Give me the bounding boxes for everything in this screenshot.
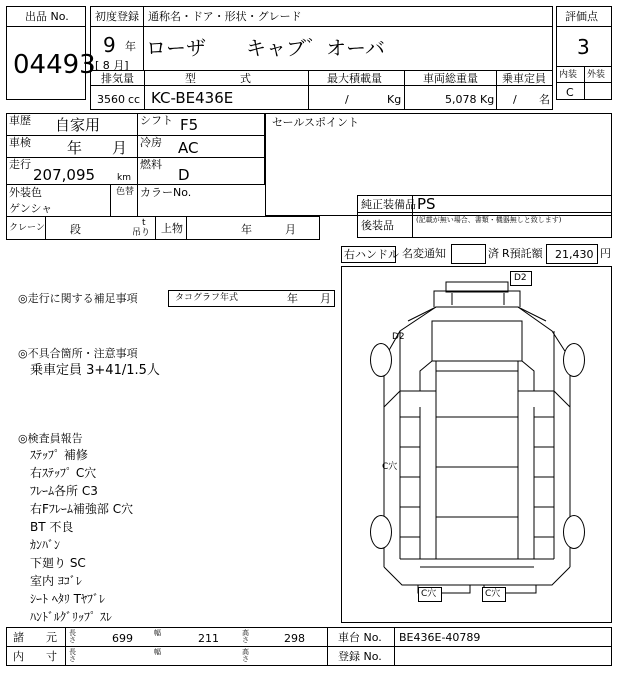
- aftermarket-label: 後装品: [361, 219, 394, 232]
- mileage-cell: [6, 157, 138, 185]
- lot-number: 04493: [13, 50, 96, 80]
- color-no-label: 色替: [116, 187, 135, 197]
- model-code-cell: [144, 85, 309, 110]
- report-line: 下廻り SC: [30, 556, 86, 570]
- fuel-value: D: [178, 166, 190, 184]
- history-value: 自家用: [55, 116, 101, 134]
- ac-value: AC: [178, 139, 199, 157]
- length-label: 長さ: [69, 629, 76, 644]
- interior-grade-cell: [556, 82, 585, 100]
- mark-rear-right: [482, 587, 506, 602]
- chassis-value: BE436E-40789: [399, 631, 481, 644]
- grade-value: 3: [577, 35, 590, 59]
- capacity-value: /: [513, 93, 517, 106]
- lift-cell: [186, 216, 320, 240]
- model-name: ローザ キャブ゛オーバ: [146, 36, 385, 60]
- lift-value: 年 月: [241, 223, 296, 236]
- r-deposit-box: [546, 244, 598, 264]
- mileage-value: 207,095: [33, 166, 96, 184]
- mark-top: [510, 271, 532, 286]
- r-deposit-label: R預託額: [502, 247, 543, 260]
- dimensions-cell: [65, 627, 328, 647]
- crane-cell: [45, 216, 156, 240]
- front-right-wheel-icon: [563, 343, 585, 377]
- maxload-label-cell: [308, 70, 405, 86]
- ac-cell: [137, 135, 265, 158]
- capacity-unit: 名: [539, 93, 550, 106]
- chassis-label-cell: [327, 627, 395, 647]
- chassis-cell: [394, 627, 612, 647]
- capacity-cell: [496, 85, 553, 110]
- gvw-cell: [404, 85, 497, 110]
- model-name-cell: [143, 26, 553, 71]
- displacement-label: 排気量: [101, 72, 134, 85]
- type-label: 型 式: [185, 72, 251, 85]
- color-label: 外装色: [9, 186, 42, 199]
- maxload-unit: Kg: [387, 93, 402, 106]
- inspection-value: 年 月: [67, 139, 128, 157]
- mileage-label: 走行: [9, 158, 31, 171]
- r-deposit-unit: 円: [600, 247, 611, 260]
- year-cell: [90, 26, 144, 71]
- interior-length-label: 長さ: [69, 648, 76, 663]
- crane-hoist: 吊り: [132, 228, 151, 238]
- reg-label: 登録 No.: [338, 650, 382, 663]
- interior-height-label: 高さ: [242, 648, 249, 663]
- lot-number-cell: [6, 26, 96, 100]
- history-label: 車歴: [9, 114, 31, 127]
- shift-label: シフト: [140, 114, 173, 127]
- capacity-label-cell: [496, 70, 553, 86]
- tachograph-value: 年 月: [287, 292, 331, 305]
- displacement-label-cell: [90, 70, 145, 86]
- exterior-grade-cell: [584, 82, 612, 100]
- maxload-value: /: [345, 93, 349, 106]
- aftermarket-note: (記載が無い場合、書類・機器無しと致します): [416, 216, 562, 224]
- gvw-value: 5,078: [445, 93, 477, 106]
- driving-notes-title: ◎走行に関する補足事項: [18, 292, 138, 305]
- first-reg-label: 初度登録: [95, 10, 139, 23]
- fuel-label: 燃料: [140, 158, 162, 171]
- standard-equip-label-cell: [357, 195, 416, 213]
- misc-label-cell: [6, 627, 66, 647]
- model-label: 通称名・ドア・形状・グレード: [148, 10, 302, 23]
- first-reg-month: [ 8 月]: [95, 59, 129, 72]
- reg-label-cell: [327, 646, 395, 666]
- first-reg-label-cell: [90, 6, 144, 27]
- width-label: 幅: [154, 629, 161, 637]
- standard-equip-cell: [412, 195, 612, 213]
- lift-label-cell: [155, 216, 187, 240]
- interior-dims-label: 内 寸: [13, 650, 57, 663]
- report-line: ｶﾝﾊﾞﾝ: [30, 538, 61, 552]
- grade-label: 評価点: [565, 10, 598, 23]
- grade-label-cell: [556, 6, 612, 27]
- color-code-label: カラーNo.: [140, 186, 192, 199]
- tachograph-label: タコグラフ年式: [175, 293, 239, 303]
- standard-equip-label: 純正装備品: [361, 198, 416, 211]
- rear-right-wheel-icon: [563, 515, 585, 549]
- vehicle-diagram: [341, 266, 612, 623]
- year-unit: 年: [125, 40, 136, 53]
- color-no-cell: [110, 184, 138, 217]
- color-code-cell: [137, 184, 266, 217]
- height-label: 高さ: [242, 629, 249, 644]
- interior-label-cell: [556, 66, 585, 83]
- shift-cell: [137, 113, 265, 136]
- mark-side: C穴: [382, 462, 398, 472]
- recycle-status: 済: [488, 247, 499, 260]
- lot-label-cell: [6, 6, 86, 27]
- name-change-label: 名変通知: [402, 247, 446, 260]
- crane-label: クレーン: [9, 223, 45, 233]
- name-change-box: [451, 244, 486, 264]
- report-line: BT 不良: [30, 520, 74, 534]
- gvw-label: 車両総重量: [423, 72, 478, 85]
- report-line: ﾊﾝﾄﾞﾙｸﾞﾘｯﾌﾟ ｽﾚ: [30, 610, 112, 624]
- interior-width-label: 幅: [154, 648, 161, 656]
- report-line: ﾌﾚｰﾑ各所 C3: [30, 484, 98, 498]
- interior-dims-cell: [65, 646, 328, 666]
- displacement-unit: cc: [128, 93, 141, 106]
- gvw-unit: Kg: [480, 93, 495, 106]
- crane-value: 段: [70, 223, 81, 236]
- mileage-unit: km: [117, 173, 131, 183]
- grade-cell: [556, 26, 612, 67]
- inspection-cell: [6, 135, 138, 158]
- inspector-report-title: ◎検査員報告: [18, 432, 83, 445]
- standard-equip-value: PS: [417, 195, 436, 213]
- crane-label-cell: [6, 216, 46, 240]
- mark-top-text: D2: [514, 273, 527, 283]
- type-label-cell: [144, 70, 309, 86]
- capacity-label: 乗車定員: [502, 72, 546, 85]
- lift-label: 上物: [161, 222, 183, 235]
- report-line: ｽﾃｯﾌﾟ 補修: [30, 448, 88, 462]
- rhd-label: 右ハンドル: [344, 248, 399, 261]
- reg-cell: [394, 646, 612, 666]
- maxload-cell: [308, 85, 405, 110]
- r-deposit-value: 21,430: [555, 248, 594, 261]
- report-line: ｼｰﾄ ﾍﾀﾘ Tﾔﾌﾞﾚ: [30, 592, 105, 606]
- crane-tons: t: [142, 218, 146, 228]
- defect-text: 乗車定員 3+41/1.5人: [30, 363, 160, 378]
- mark-rear-left: [418, 587, 442, 602]
- misc-label: 諸 元: [13, 631, 57, 644]
- rear-left-wheel-icon: [370, 515, 392, 549]
- gvw-label-cell: [404, 70, 497, 86]
- lot-label: 出品 No.: [25, 10, 69, 23]
- width-value: 211: [198, 632, 219, 645]
- interior-grade: C: [566, 86, 574, 99]
- bus-outline: [342, 267, 613, 624]
- history-cell: [6, 113, 138, 136]
- report-line: 右ｽﾃｯﾌﾟ C穴: [30, 466, 97, 480]
- length-value: 699: [112, 632, 133, 645]
- front-left-wheel-icon: [370, 343, 392, 377]
- interior-label: 内装: [559, 70, 578, 80]
- height-value: 298: [284, 632, 305, 645]
- aftermarket-label-cell: [357, 212, 413, 238]
- shift-value: F5: [180, 116, 199, 134]
- displacement-cell: [90, 85, 145, 110]
- rhd-cell: [341, 246, 399, 263]
- displacement-value: 3560: [97, 93, 125, 106]
- aftermarket-cell: [412, 212, 612, 238]
- model-code: KC-BE436E: [151, 89, 234, 107]
- defect-notes-title: ◎不具合箇所・注意事項: [18, 347, 138, 360]
- chassis-label: 車台 No.: [338, 631, 382, 644]
- interior-dims-label-cell: [6, 646, 66, 666]
- fuel-cell: [137, 157, 265, 185]
- report-line: 右Fﾌﾚｰﾑ補強部 C穴: [30, 502, 134, 516]
- tachograph-cell: [168, 290, 335, 307]
- mark-front-left: D2: [392, 332, 405, 342]
- mark-rear-left-text: C穴: [421, 589, 437, 599]
- mark-rear-right-text: C穴: [485, 589, 501, 599]
- maxload-label: 最大積載量: [327, 72, 382, 85]
- color-value: ゲンシャ: [9, 202, 53, 215]
- model-label-cell: [143, 6, 553, 27]
- exterior-label-cell: [584, 66, 612, 83]
- ac-label: 冷房: [140, 136, 162, 149]
- report-line: 室内 ﾖｺﾞﾚ: [30, 574, 82, 588]
- inspection-label: 車検: [9, 136, 31, 149]
- first-reg-year: 9: [103, 33, 116, 57]
- sales-points-label: セールスポイント: [272, 116, 360, 129]
- exterior-label: 外装: [587, 70, 606, 80]
- color-cell: [6, 184, 111, 217]
